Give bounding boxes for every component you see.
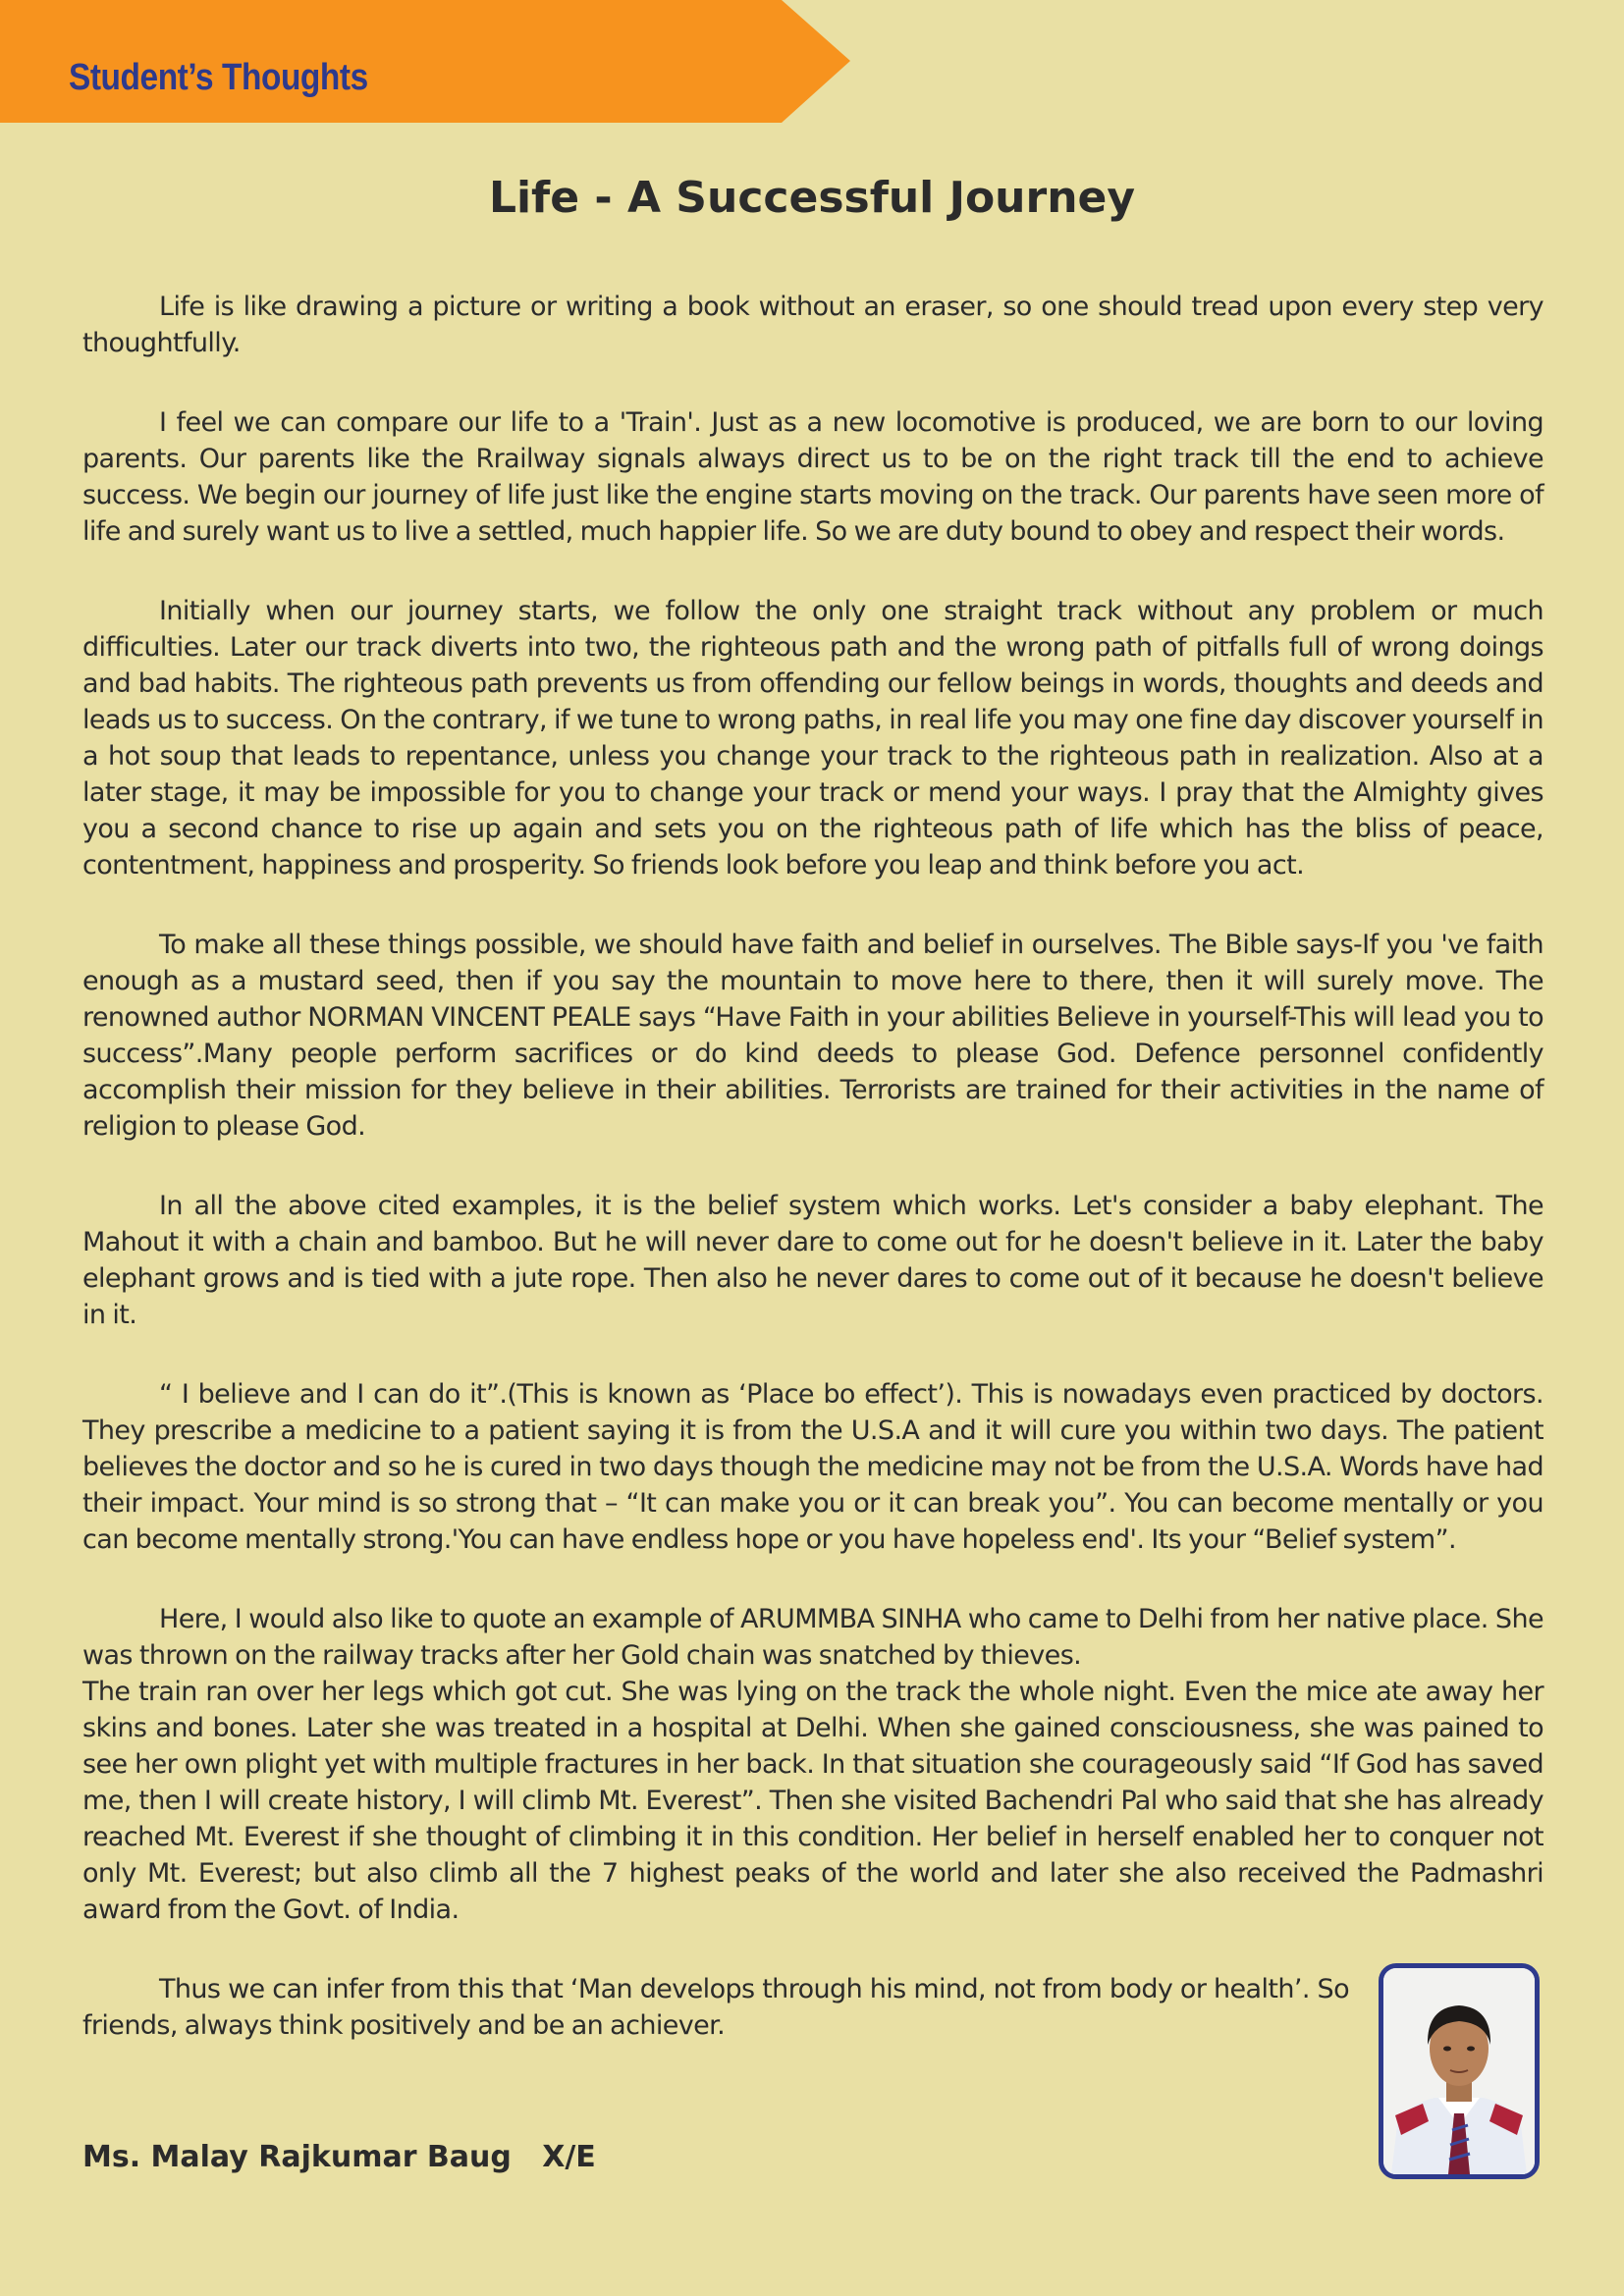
paragraph: In all the above cited examples, it is the belief system which works. Let's consider a baby elephant. The Mahout it with a chain and bamboo. But he will never dare to come out for he doesn't believe in it. Later the baby elephant grows and is tied with a jute rope. Then also he never dares to come out of it because he doesn't believe in it.	[82, 1191, 1543, 1330]
paragraph: I feel we can compare our life to a 'Train'. Just as a new locomotive is produced, we are born to our loving parents. Our parents like the Rrailway signals always direct us to be on the right track till the end to achieve success. We begin our journey of life just like the engine starts moving on the track. Our parents have seen more of life and surely want us to live a settled, much happier life. So we are duty bound to obey and respect their words.	[82, 407, 1543, 547]
paragraph: Here, I would also like to quote an example of ARUMMBA SINHA who came to Delhi from her native place. She was thrown on the railway tracks after her Gold chain was snatched by thieves.	[82, 1604, 1543, 1671]
paragraph: To make all these things possible, we should have faith and belief in ourselves. The Bible says-If you 've faith enough as a mustard seed, then if you say the mountain to move here to there, then it will surely move. The renowned author NORMAN VINCENT PEALE says “Have Faith in your abilities Believe in yourself-This will lead you to success”.Many people perform sacrifices or do kind deeds to please God. Defence personnel confidently accomplish their mission for they believe in their abilities. Terrorists are trained for their activities in the name of religion to please God.	[82, 930, 1543, 1142]
student-portrait-image	[1383, 1968, 1535, 2174]
paragraph: “ I believe and I can do it”.(This is known as ‘Place bo effect’). This is nowadays even practiced by doctors. They prescribe a medicine to a patient saying it is from the U.S.A and it will cure you within two days. The patient believes the doctor and so he is cured in two days though the medicine may not be from the U.S.A. Words have had their impact. Your mind is so strong that – “It can make you or it can break you”. You can become mentally or you can become mentally strong.'You can have endless hope or you have hopeless end'. Its your “Belief system”.	[82, 1379, 1543, 1555]
article-title: Life - A Successful Journey	[488, 173, 1136, 223]
paragraph: Initially when our journey starts, we follow the only one straight track without any problem or much difficulties. Later our track diverts into two, the righteous path and the wrong path of pitfalls full of wrong doings and bad habits. The righteous path prevents us from offending our fellow beings in words, thoughts and deeds and leads us to success. On the contrary, if we tune to wrong paths, in real life you may one fine day discover yourself in a hot soup that leads to repentance, unless you change your track to the righteous path in realization. Also at a later stage, it may be impossible for you to change your track or mend your ways. I pray that the Almighty gives you a second chance to rise up again and sets you on the righteous path of life which has the bliss of peace, contentment, happiness and prosperity. So friends look before you leap and think before you act.	[82, 596, 1543, 881]
paragraph: Thus we can infer from this that ‘Man develops through his mind, not from body or health’. So friends, always think positively and be an achiever.	[82, 1974, 1349, 2041]
paragraph: The train ran over her legs which got cut. She was lying on the track the whole night. Even the mice ate away her skins and bones. Later she was treated in a hospital at Delhi. When she gained consciousness, she was pained to see her own plight yet with multiple fractures in her back. In that situation she courageously said “If God has saved me, then I will create history, I will climb Mt. Everest”. Then she visited Bachendri Pal who said that she has already reached Mt. Everest if she thought of climbing it in this condition. Her belief in herself enabled her to conquer not only Mt. Everest; but also climb all the 7 highest peaks of the world and later she also received the Padmashri award from the Govt. of India.	[82, 1677, 1543, 1925]
section-label: Student’s Thoughts	[69, 57, 368, 98]
section-banner	[0, 0, 850, 123]
author-byline: Ms. Malay Rajkumar Baug X/E	[82, 2140, 596, 2174]
paragraph: Life is like drawing a picture or writing a book without an eraser, so one should tread upon every step very thoughtfully.	[82, 292, 1543, 358]
author-photo	[1379, 1963, 1540, 2179]
article-body	[82, 289, 1543, 2087]
